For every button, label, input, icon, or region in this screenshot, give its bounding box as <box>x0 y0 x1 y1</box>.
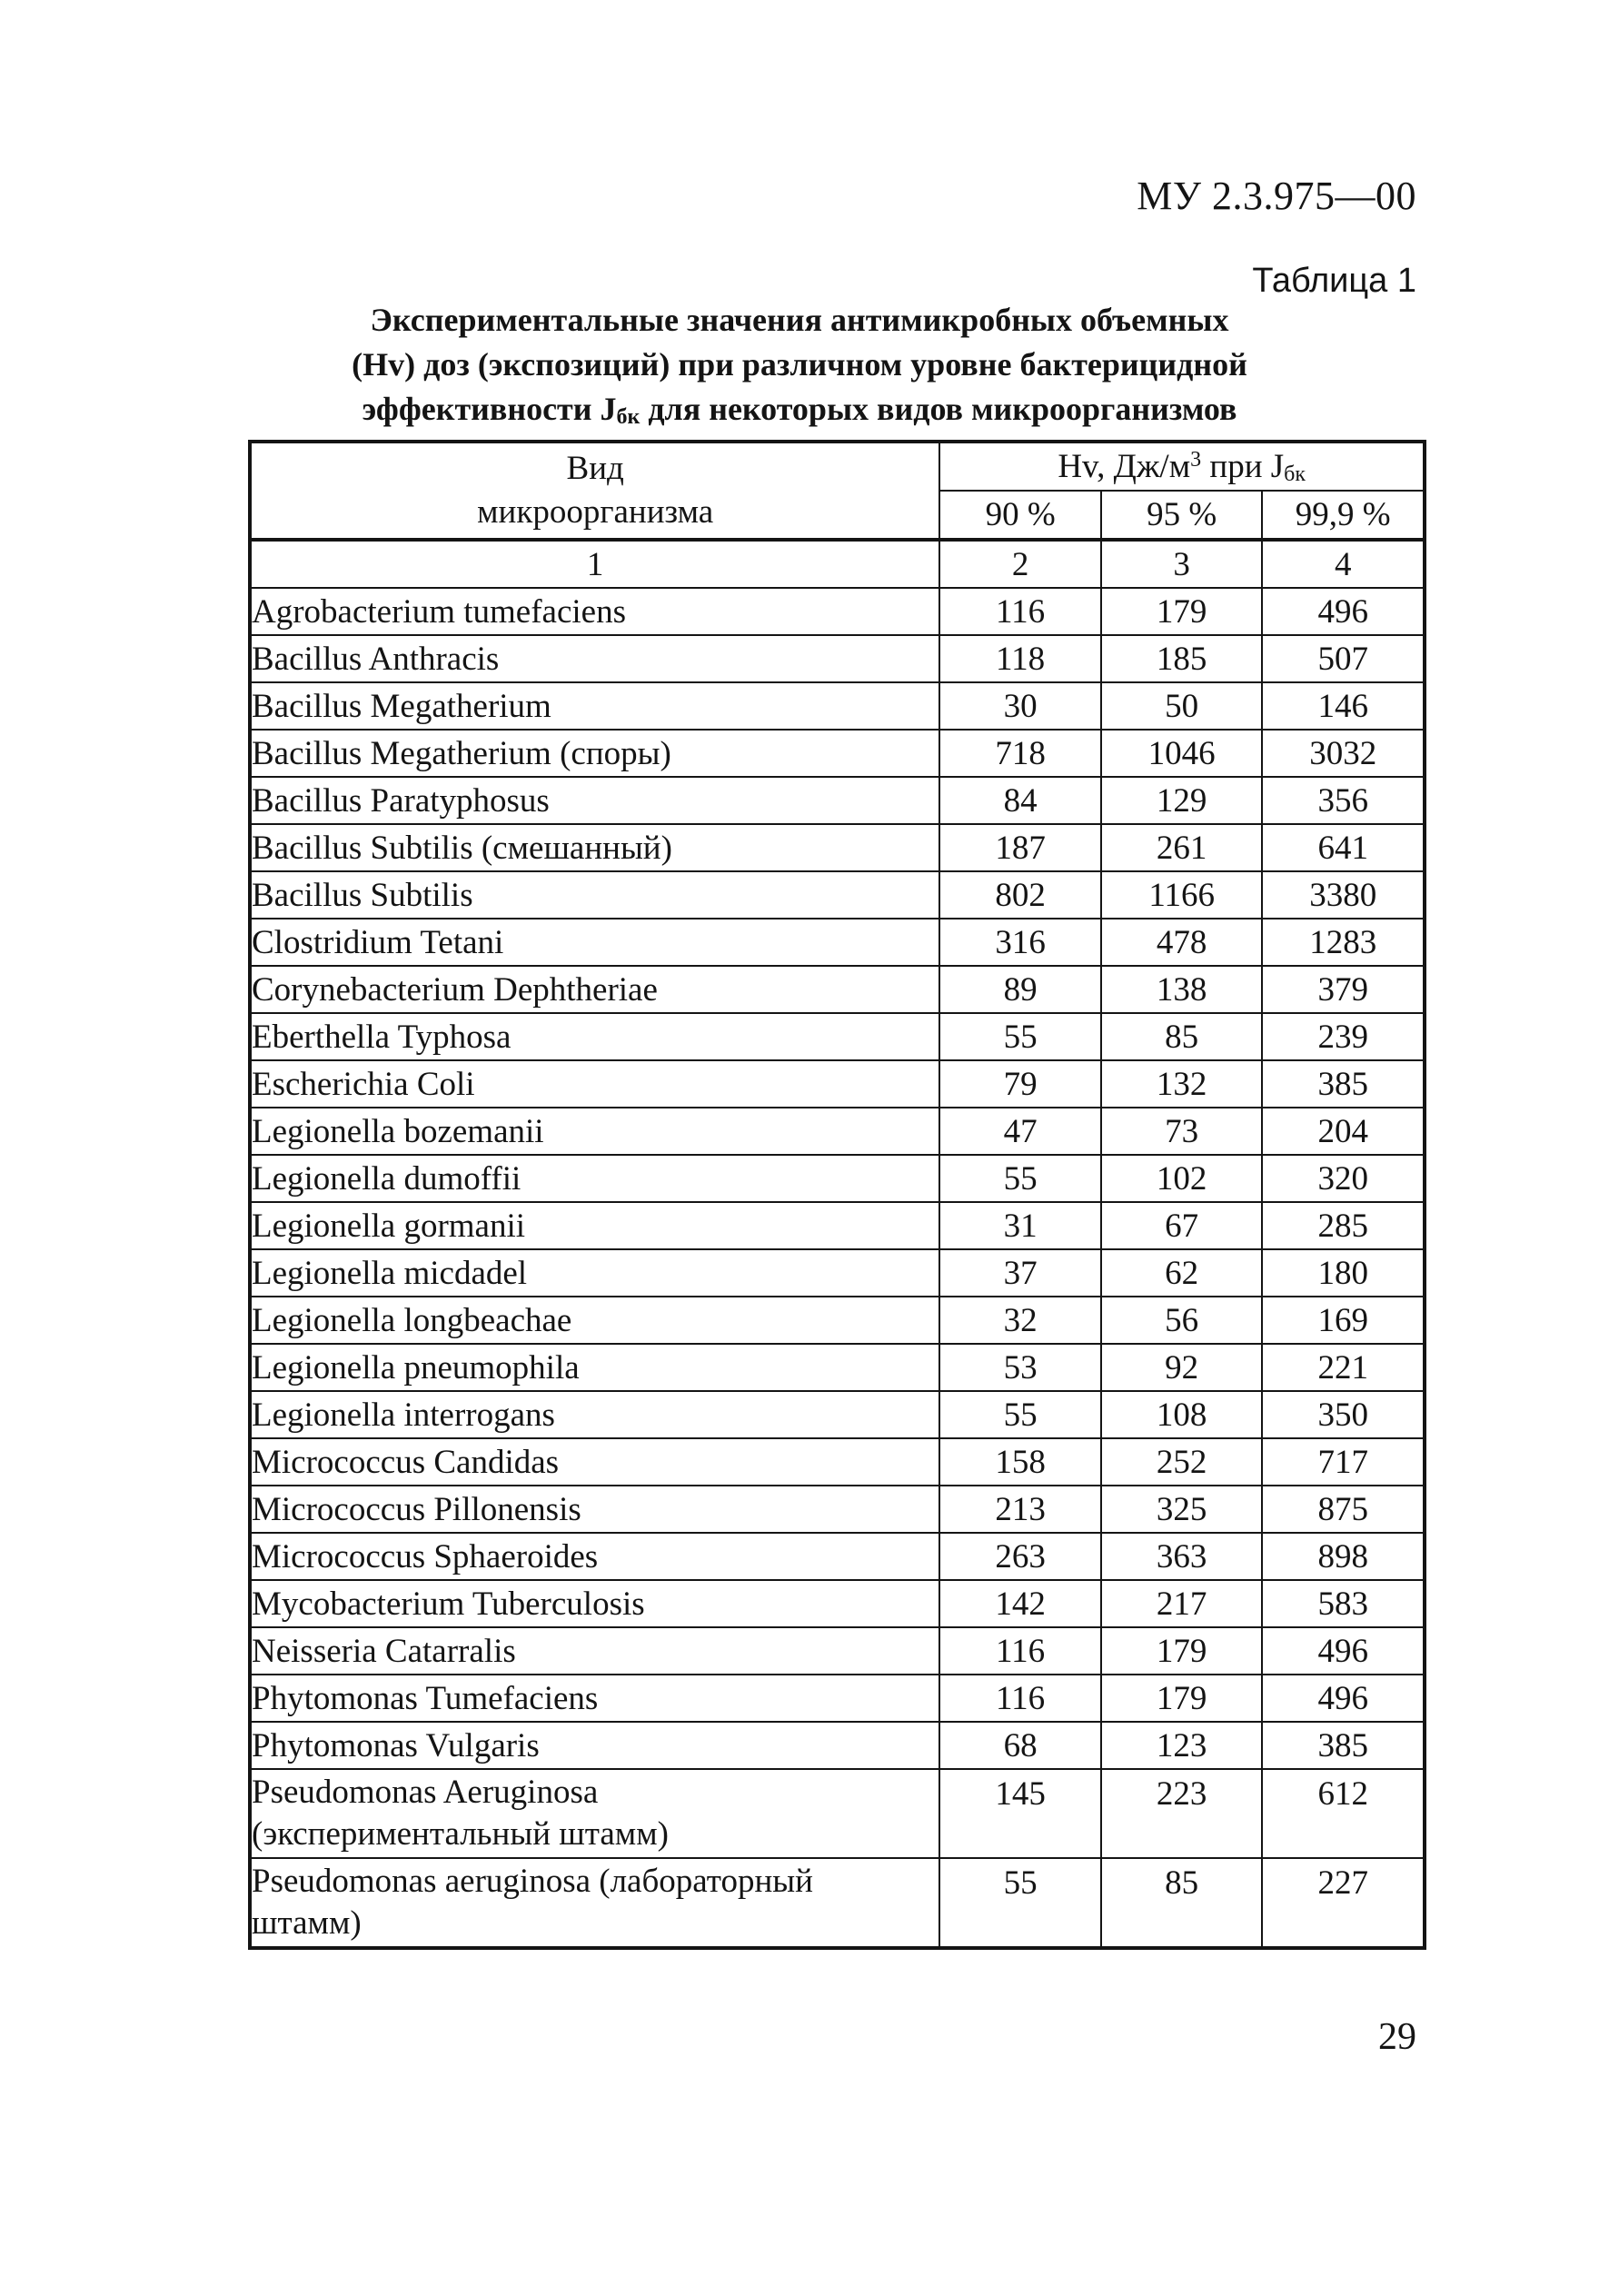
header-species-line-2: микроорганизма <box>477 493 714 531</box>
dose-value-v95: 73 <box>1101 1108 1263 1155</box>
document-code: МУ 2.3.975—00 <box>1137 174 1416 218</box>
dose-value-v999: 169 <box>1262 1297 1425 1344</box>
species-name <box>250 1858 939 1948</box>
dose-value-v95: 123 <box>1101 1722 1263 1769</box>
table-row <box>250 1486 1425 1533</box>
species-name: Micrococcus Sphaeroides <box>250 1533 939 1580</box>
species-name: Corynebacterium Dephtheriae <box>250 966 939 1013</box>
caption-line-3-pre: эффективности J <box>362 391 617 427</box>
column-number: 2 <box>939 540 1101 588</box>
table-row <box>250 1013 1425 1060</box>
species-name: Bacillus Anthracis <box>250 635 939 682</box>
species-name <box>250 1769 939 1858</box>
table-row <box>250 1344 1425 1391</box>
dose-value-v95: 179 <box>1101 588 1263 635</box>
table-row <box>250 777 1425 824</box>
dose-value-v999: 3380 <box>1262 871 1425 919</box>
dose-value-v90: 30 <box>939 682 1101 730</box>
column-number-row <box>250 540 1425 588</box>
dose-value-v95: 138 <box>1101 966 1263 1013</box>
dose-value-v95: 179 <box>1101 1675 1263 1722</box>
dose-value-v999: 583 <box>1262 1580 1425 1627</box>
dose-value-v90: 68 <box>939 1722 1101 1769</box>
dose-value-v999: 496 <box>1262 588 1425 635</box>
species-name-line-1: Pseudomonas aeruginosa (лабораторный <box>252 1863 813 1900</box>
dose-value-v999: 1283 <box>1262 919 1425 966</box>
species-name: Legionella bozemanii <box>250 1108 939 1155</box>
dose-value-v95: 185 <box>1101 635 1263 682</box>
species-name: Phytomonas Vulgaris <box>250 1722 939 1769</box>
dose-value-v90: 84 <box>939 777 1101 824</box>
species-name: Clostridium Tetani <box>250 919 939 966</box>
dose-value-v999: 496 <box>1262 1627 1425 1675</box>
dose-value-v999: 356 <box>1262 777 1425 824</box>
dose-value-v90: 55 <box>939 1858 1101 1948</box>
dose-value-v999: 717 <box>1262 1438 1425 1486</box>
caption-line-3 <box>300 387 1299 440</box>
table-row <box>250 588 1425 635</box>
species-name: Phytomonas Tumefaciens <box>250 1675 939 1722</box>
dose-value-v95: 67 <box>1101 1202 1263 1249</box>
species-name: Legionella gormanii <box>250 1202 939 1249</box>
dose-value-v95: 85 <box>1101 1858 1263 1948</box>
species-name: Escherichia Coli <box>250 1060 939 1108</box>
caption-line-3-sub: бк <box>616 405 641 429</box>
table-caption <box>300 298 1299 440</box>
dose-value-v95: 129 <box>1101 777 1263 824</box>
header-species-line-1: Вид <box>566 450 624 487</box>
dose-value-v90: 47 <box>939 1108 1101 1155</box>
table-row <box>250 1297 1425 1344</box>
dose-value-v999: 180 <box>1262 1249 1425 1297</box>
dose-value-v95: 102 <box>1101 1155 1263 1202</box>
data-table <box>248 440 1426 1950</box>
dose-value-v90: 142 <box>939 1580 1101 1627</box>
header-dose-pre: Hv, Дж/м <box>1058 447 1191 485</box>
dose-value-v95: 62 <box>1101 1249 1263 1297</box>
table-row <box>250 1675 1425 1722</box>
dose-value-v95: 325 <box>1101 1486 1263 1533</box>
table-row <box>250 1202 1425 1249</box>
species-name-line-1: Pseudomonas Aeruginosa <box>252 1774 599 1811</box>
dose-value-v999: 350 <box>1262 1391 1425 1438</box>
table-row <box>250 1108 1425 1155</box>
page-number: 29 <box>1378 2016 1416 2058</box>
species-name: Legionella pneumophila <box>250 1344 939 1391</box>
header-species <box>250 442 939 540</box>
table-row <box>250 1580 1425 1627</box>
dose-value-v999: 385 <box>1262 1722 1425 1769</box>
table-row <box>250 1627 1425 1675</box>
column-number: 3 <box>1101 540 1263 588</box>
dose-value-v999: 641 <box>1262 824 1425 871</box>
dose-value-v999: 496 <box>1262 1675 1425 1722</box>
species-name: Legionella interrogans <box>250 1391 939 1438</box>
dose-value-v999: 221 <box>1262 1344 1425 1391</box>
species-name: Bacillus Subtilis <box>250 871 939 919</box>
species-name: Agrobacterium tumefaciens <box>250 588 939 635</box>
dose-value-v90: 145 <box>939 1769 1101 1858</box>
table-row <box>250 1249 1425 1297</box>
table-row <box>250 1438 1425 1486</box>
species-name: Micrococcus Candidas <box>250 1438 939 1486</box>
dose-value-v999: 3032 <box>1262 730 1425 777</box>
dose-value-v999: 204 <box>1262 1108 1425 1155</box>
dose-value-v95: 1166 <box>1101 871 1263 919</box>
header-dose-sup: 3 <box>1190 447 1202 472</box>
dose-value-v95: 85 <box>1101 1013 1263 1060</box>
dose-value-v95: 478 <box>1101 919 1263 966</box>
dose-value-v999: 285 <box>1262 1202 1425 1249</box>
table-row <box>250 1155 1425 1202</box>
dose-value-v95: 252 <box>1101 1438 1263 1486</box>
dose-value-v999: 379 <box>1262 966 1425 1013</box>
dose-value-v95: 50 <box>1101 682 1263 730</box>
dose-value-v999: 875 <box>1262 1486 1425 1533</box>
species-name: Neisseria Catarralis <box>250 1627 939 1675</box>
header-level-95: 95 % <box>1101 491 1263 540</box>
species-name: Eberthella Typhosa <box>250 1013 939 1060</box>
dose-value-v90: 316 <box>939 919 1101 966</box>
dose-value-v90: 158 <box>939 1438 1101 1486</box>
table-row <box>250 635 1425 682</box>
table-row <box>250 919 1425 966</box>
species-name: Bacillus Megatherium <box>250 682 939 730</box>
header-dose-mid: при J <box>1201 447 1285 485</box>
table-row <box>250 1769 1425 1858</box>
header-level-90: 90 % <box>939 491 1101 540</box>
dose-value-v90: 213 <box>939 1486 1101 1533</box>
dose-value-v999: 239 <box>1262 1013 1425 1060</box>
species-name: Mycobacterium Tuberculosis <box>250 1580 939 1627</box>
dose-value-v90: 79 <box>939 1060 1101 1108</box>
table-row <box>250 1060 1425 1108</box>
table-row <box>250 871 1425 919</box>
dose-value-v90: 187 <box>939 824 1101 871</box>
dose-value-v95: 132 <box>1101 1060 1263 1108</box>
dose-value-v95: 223 <box>1101 1769 1263 1858</box>
table-row <box>250 1391 1425 1438</box>
table-row <box>250 1533 1425 1580</box>
header-level-99-9: 99,9 % <box>1262 491 1425 540</box>
table-row <box>250 682 1425 730</box>
column-number: 4 <box>1262 540 1425 588</box>
caption-line-1: Экспериментальные значения антимикробных объемных <box>370 302 1229 338</box>
dose-value-v90: 802 <box>939 871 1101 919</box>
dose-value-v90: 116 <box>939 1675 1101 1722</box>
dose-value-v90: 55 <box>939 1013 1101 1060</box>
dose-value-v95: 179 <box>1101 1627 1263 1675</box>
species-name: Bacillus Subtilis (смешанный) <box>250 824 939 871</box>
species-name: Legionella dumoffii <box>250 1155 939 1202</box>
dose-value-v90: 718 <box>939 730 1101 777</box>
table-row <box>250 824 1425 871</box>
dose-value-v95: 217 <box>1101 1580 1263 1627</box>
species-name-line-2: штамм) <box>252 1904 362 1942</box>
dose-value-v90: 37 <box>939 1249 1101 1297</box>
dose-value-v95: 56 <box>1101 1297 1263 1344</box>
dose-value-v90: 32 <box>939 1297 1101 1344</box>
species-name: Legionella longbeachae <box>250 1297 939 1344</box>
dose-value-v999: 146 <box>1262 682 1425 730</box>
dose-value-v95: 92 <box>1101 1344 1263 1391</box>
dose-value-v90: 116 <box>939 1627 1101 1675</box>
dose-value-v999: 227 <box>1262 1858 1425 1948</box>
dose-value-v95: 108 <box>1101 1391 1263 1438</box>
species-name: Micrococcus Pillonensis <box>250 1486 939 1533</box>
dose-value-v95: 363 <box>1101 1533 1263 1580</box>
species-name: Legionella micdadel <box>250 1249 939 1297</box>
dose-value-v95: 1046 <box>1101 730 1263 777</box>
dose-value-v999: 385 <box>1262 1060 1425 1108</box>
header-dose-sub: бк <box>1284 462 1306 486</box>
dose-value-v90: 55 <box>939 1155 1101 1202</box>
dose-value-v90: 89 <box>939 966 1101 1013</box>
table-row <box>250 1858 1425 1948</box>
dose-value-v95: 261 <box>1101 824 1263 871</box>
dose-value-v90: 118 <box>939 635 1101 682</box>
dose-value-v999: 507 <box>1262 635 1425 682</box>
table-body <box>250 540 1425 1948</box>
dose-value-v90: 55 <box>939 1391 1101 1438</box>
species-name: Bacillus Paratyphosus <box>250 777 939 824</box>
table-row <box>250 730 1425 777</box>
table-label: Таблица 1 <box>1252 262 1416 300</box>
dose-value-v90: 263 <box>939 1533 1101 1580</box>
dose-value-v90: 53 <box>939 1344 1101 1391</box>
dose-value-v999: 898 <box>1262 1533 1425 1580</box>
table-row <box>250 966 1425 1013</box>
caption-line-3-post: для некоторых видов микроорганизмов <box>640 391 1237 427</box>
dose-value-v90: 116 <box>939 588 1101 635</box>
column-number: 1 <box>250 540 939 588</box>
dose-value-v90: 31 <box>939 1202 1101 1249</box>
header-dose-group <box>939 442 1425 491</box>
table-row <box>250 1722 1425 1769</box>
caption-line-2: (Hv) доз (экспозиций) при различном уровне бактерицидной <box>352 346 1247 383</box>
dose-value-v999: 612 <box>1262 1769 1425 1858</box>
species-name-line-2: (экспериментальный штамм) <box>252 1815 669 1853</box>
dose-value-v999: 320 <box>1262 1155 1425 1202</box>
species-name: Bacillus Megatherium (споры) <box>250 730 939 777</box>
